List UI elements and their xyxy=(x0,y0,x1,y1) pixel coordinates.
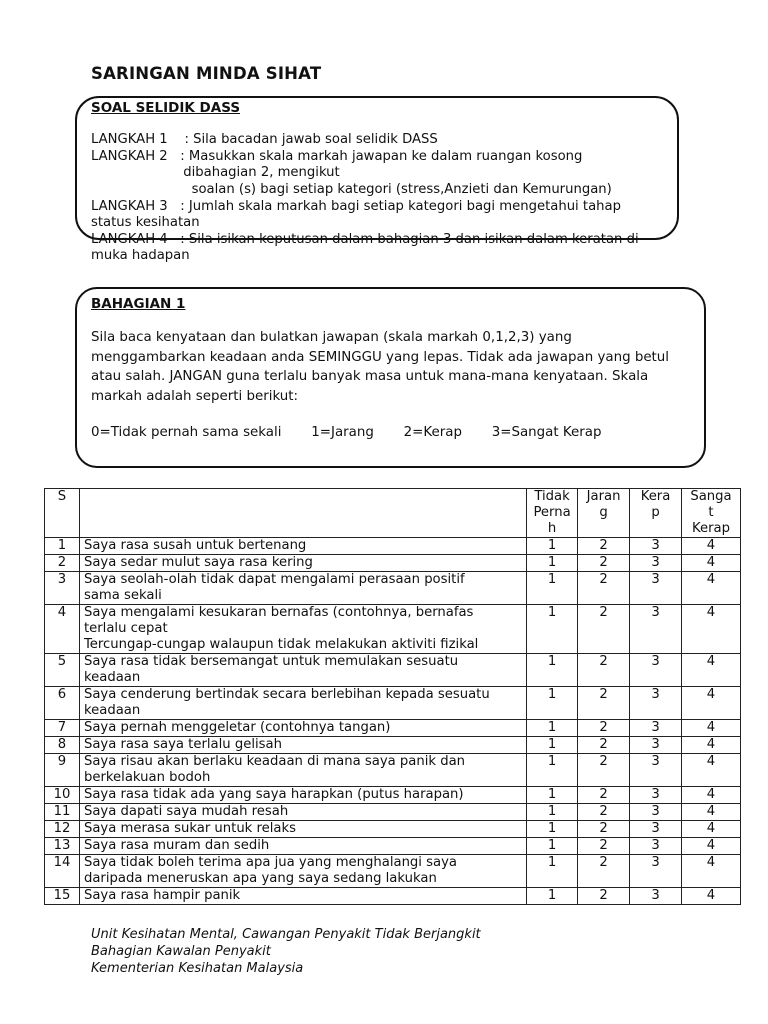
table-row xyxy=(45,804,741,821)
statement-cell xyxy=(79,838,526,855)
instruction-line: LANGKAH 4 : Sila isikan keputusan dalam bahagian 3 dan isikan dalam keratan di xyxy=(91,232,639,247)
score-kerap[interactable]: 3 xyxy=(630,754,682,787)
row-number: 14 xyxy=(45,855,80,888)
header-sangat-kerap: Sanga t Kerap xyxy=(681,489,740,538)
score-jarang[interactable]: 2 xyxy=(578,787,630,804)
statement-cell xyxy=(79,754,526,787)
footer-line: Unit Kesihatan Mental, Cawangan Penyakit Tidak Berjangkit xyxy=(91,927,481,942)
table-row xyxy=(45,754,741,787)
row-number: 7 xyxy=(45,720,80,737)
score-kerap[interactable]: 3 xyxy=(630,687,682,720)
statement-cell xyxy=(79,572,526,605)
row-number: 9 xyxy=(45,754,80,787)
statement-text: keadaan xyxy=(83,703,141,718)
score-sangat-kerap[interactable]: 4 xyxy=(681,804,740,821)
statement-text: Saya rasa saya terlalu gelisah xyxy=(83,737,282,752)
instructions-heading: SOAL SELIDIK DASS xyxy=(91,100,241,116)
table-row xyxy=(45,888,741,905)
score-tidak-pernah[interactable]: 1 xyxy=(527,754,578,787)
footer-line: Kementerian Kesihatan Malaysia xyxy=(91,961,304,976)
table-row xyxy=(45,787,741,804)
statement-text: Tercungap-cungap walaupun tidak melakukan aktiviti fizikal xyxy=(83,637,479,652)
row-number: 1 xyxy=(45,538,80,555)
score-kerap[interactable]: 3 xyxy=(630,821,682,838)
instruction-line: LANGKAH 2 : Masukkan skala markah jawapan ke dalam ruangan kosong xyxy=(91,149,583,164)
statement-text: Saya dapati saya mudah resah xyxy=(83,804,289,819)
score-kerap[interactable]: 3 xyxy=(630,605,682,654)
statement-text: Saya rasa muram dan sedih xyxy=(83,838,270,853)
statement-text: Saya seolah-olah tidak dapat mengalami perasaan positif xyxy=(83,572,465,587)
row-number: 2 xyxy=(45,555,80,572)
score-jarang[interactable]: 2 xyxy=(578,804,630,821)
score-kerap[interactable]: 3 xyxy=(630,838,682,855)
statement-text: Saya sedar mulut saya rasa kering xyxy=(83,555,313,570)
score-jarang[interactable]: 2 xyxy=(578,605,630,654)
score-jarang[interactable]: 2 xyxy=(578,855,630,888)
score-tidak-pernah[interactable]: 1 xyxy=(527,654,578,687)
score-sangat-kerap[interactable]: 4 xyxy=(681,754,740,787)
statement-text: Saya mengalami kesukaran bernafas (contohnya, bernafas xyxy=(83,605,474,620)
footer xyxy=(91,926,481,977)
table-row xyxy=(45,538,741,555)
table-header-row xyxy=(45,489,741,538)
score-jarang[interactable]: 2 xyxy=(578,821,630,838)
questionnaire-table xyxy=(44,488,741,905)
header-statement xyxy=(79,489,526,538)
instruction-line: dibahagian 2, mengikut xyxy=(91,165,340,180)
score-jarang[interactable]: 2 xyxy=(578,838,630,855)
statement-cell xyxy=(79,855,526,888)
score-sangat-kerap[interactable]: 4 xyxy=(681,838,740,855)
instruction-line: LANGKAH 1 : Sila bacadan jawab soal selidik DASS xyxy=(91,132,438,147)
score-tidak-pernah[interactable]: 1 xyxy=(527,888,578,905)
score-tidak-pernah[interactable]: 1 xyxy=(527,821,578,838)
score-kerap[interactable]: 3 xyxy=(630,804,682,821)
statement-cell xyxy=(79,654,526,687)
score-tidak-pernah[interactable]: 1 xyxy=(527,838,578,855)
score-jarang[interactable]: 2 xyxy=(578,720,630,737)
statement-cell xyxy=(79,804,526,821)
score-tidak-pernah[interactable]: 1 xyxy=(527,737,578,754)
statement-text: sama sekali xyxy=(83,588,162,603)
score-kerap[interactable]: 3 xyxy=(630,855,682,888)
row-number: 6 xyxy=(45,687,80,720)
statement-text: keadaan xyxy=(83,670,141,685)
score-jarang[interactable]: 2 xyxy=(578,737,630,754)
row-number: 8 xyxy=(45,737,80,754)
statement-text: Saya cenderung bertindak secara berlebihan kepada sesuatu xyxy=(83,687,490,702)
score-sangat-kerap[interactable]: 4 xyxy=(681,572,740,605)
score-jarang[interactable]: 2 xyxy=(578,888,630,905)
score-tidak-pernah[interactable]: 1 xyxy=(527,687,578,720)
statement-cell xyxy=(79,888,526,905)
instruction-line: muka hadapan xyxy=(91,248,190,263)
score-kerap[interactable]: 3 xyxy=(630,737,682,754)
statement-cell xyxy=(79,555,526,572)
statement-text: berkelakuan bodoh xyxy=(83,770,211,785)
statement-text: Saya risau akan berlaku keadaan di mana saya panik dan xyxy=(83,754,466,769)
score-tidak-pernah[interactable]: 1 xyxy=(527,855,578,888)
score-tidak-pernah[interactable]: 1 xyxy=(527,605,578,654)
score-jarang[interactable]: 2 xyxy=(578,555,630,572)
section-instructions: Sila baca kenyataan dan bulatkan jawapan (skala markah 0,1,2,3) yang menggambarkan keadaan anda SEMINGGU yang lepas. Tidak ada jawapan yang betul atau salah. JANGAN guna terlalu banyak masa untuk mana-mana kenyataan. Skala markah adalah seperti berikut: xyxy=(91,330,670,404)
row-number: 11 xyxy=(45,804,80,821)
statement-text: Saya pernah menggeletar (contohnya tangan) xyxy=(83,720,391,735)
score-sangat-kerap[interactable]: 4 xyxy=(681,787,740,804)
statement-cell xyxy=(79,538,526,555)
score-kerap[interactable]: 3 xyxy=(630,720,682,737)
score-sangat-kerap[interactable]: 4 xyxy=(681,737,740,754)
table-row xyxy=(45,605,741,654)
statement-text: Saya rasa tidak ada yang saya harapkan (putus harapan) xyxy=(83,787,464,802)
row-number: 3 xyxy=(45,572,80,605)
score-kerap[interactable]: 3 xyxy=(630,888,682,905)
score-kerap[interactable]: 3 xyxy=(630,572,682,605)
score-jarang[interactable]: 2 xyxy=(578,538,630,555)
statement-cell xyxy=(79,605,526,654)
score-kerap[interactable]: 3 xyxy=(630,555,682,572)
row-number: 13 xyxy=(45,838,80,855)
score-kerap[interactable]: 3 xyxy=(630,538,682,555)
instruction-line: status kesihatan xyxy=(91,215,200,230)
header-kerap: Kera p xyxy=(630,489,682,538)
score-tidak-pernah[interactable]: 1 xyxy=(527,572,578,605)
score-tidak-pernah[interactable]: 1 xyxy=(527,538,578,555)
table-row xyxy=(45,737,741,754)
footer-line: Bahagian Kawalan Penyakit xyxy=(91,944,271,959)
scale-legend: 0=Tidak pernah sama sekali 1=Jarang 2=Kerap 3=Sangat Kerap xyxy=(91,425,602,440)
score-sangat-kerap[interactable]: 4 xyxy=(681,654,740,687)
statement-text: Saya rasa hampir panik xyxy=(83,888,241,903)
table-row xyxy=(45,654,741,687)
statement-text: Saya rasa susah untuk bertenang xyxy=(83,538,307,553)
header-s: S xyxy=(45,489,80,538)
score-jarang[interactable]: 2 xyxy=(578,572,630,605)
score-tidak-pernah[interactable]: 1 xyxy=(527,804,578,821)
row-number: 12 xyxy=(45,821,80,838)
row-number: 5 xyxy=(45,654,80,687)
score-tidak-pernah[interactable]: 1 xyxy=(527,720,578,737)
table-row xyxy=(45,572,741,605)
statement-cell xyxy=(79,787,526,804)
statement-cell xyxy=(79,687,526,720)
table-row xyxy=(45,821,741,838)
row-number: 15 xyxy=(45,888,80,905)
page-title: SARINGAN MINDA SIHAT xyxy=(91,64,322,83)
score-sangat-kerap[interactable]: 4 xyxy=(681,538,740,555)
statement-text: terlalu cepat xyxy=(83,621,168,636)
score-sangat-kerap[interactable]: 4 xyxy=(681,720,740,737)
statement-text: Saya tidak boleh terima apa jua yang menghalangi saya xyxy=(83,855,457,870)
instruction-line: LANGKAH 3 : Jumlah skala markah bagi setiap kategori bagi mengetahui tahap xyxy=(91,199,621,214)
row-number: 4 xyxy=(45,605,80,654)
row-number: 10 xyxy=(45,787,80,804)
table-row xyxy=(45,555,741,572)
instruction-line: soalan (s) bagi setiap kategori (stress,Anzieti dan Kemurungan) xyxy=(91,182,612,197)
statement-text: daripada meneruskan apa yang saya sedang lakukan xyxy=(83,871,437,886)
table-row xyxy=(45,855,741,888)
score-sangat-kerap[interactable]: 4 xyxy=(681,687,740,720)
score-sangat-kerap[interactable]: 4 xyxy=(681,855,740,888)
statement-text: Saya rasa tidak bersemangat untuk memulakan sesuatu xyxy=(83,654,459,669)
score-sangat-kerap[interactable]: 4 xyxy=(681,555,740,572)
table-row xyxy=(45,720,741,737)
score-sangat-kerap[interactable]: 4 xyxy=(681,605,740,654)
table-row xyxy=(45,838,741,855)
score-jarang[interactable]: 2 xyxy=(578,754,630,787)
score-sangat-kerap[interactable]: 4 xyxy=(681,821,740,838)
statement-text: Saya merasa sukar untuk relaks xyxy=(83,821,297,836)
statement-cell xyxy=(79,737,526,754)
statement-cell xyxy=(79,821,526,838)
table-row xyxy=(45,687,741,720)
score-tidak-pernah[interactable]: 1 xyxy=(527,787,578,804)
score-kerap[interactable]: 3 xyxy=(630,654,682,687)
score-tidak-pernah[interactable]: 1 xyxy=(527,555,578,572)
score-sangat-kerap[interactable]: 4 xyxy=(681,888,740,905)
section-heading: BAHAGIAN 1 xyxy=(91,296,186,312)
header-tidak-pernah: Tidak Perna h xyxy=(527,489,578,538)
score-jarang[interactable]: 2 xyxy=(578,654,630,687)
header-jarang: Jaran g xyxy=(578,489,630,538)
score-kerap[interactable]: 3 xyxy=(630,787,682,804)
statement-cell xyxy=(79,720,526,737)
score-jarang[interactable]: 2 xyxy=(578,687,630,720)
